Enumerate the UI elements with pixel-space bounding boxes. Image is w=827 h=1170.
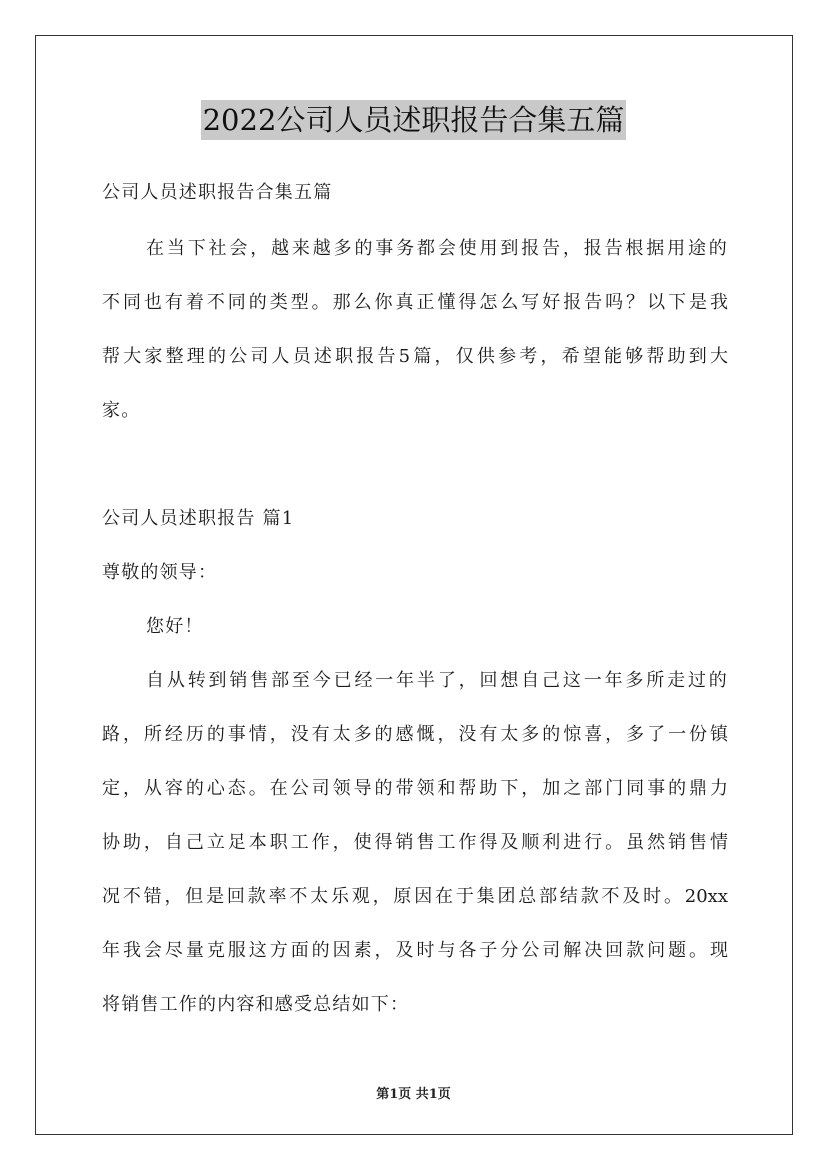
paragraph-line: 况不错，但是回款率不太乐观，原因在于集团总部结款不及时。20xx [102, 886, 728, 907]
paragraph-line: 协助，自己立足本职工作，使得销售工作得及顺利进行。虽然销售情 [102, 832, 728, 853]
paragraph-line: 不同也有着不同的类型。那么你真正懂得怎么写好报告吗？以下是我 [102, 292, 728, 313]
section-heading: 公司人员述职报告 篇1 [102, 508, 295, 529]
paragraph-line: 帮大家整理的公司人员述职报告5篇，仅供参考，希望能够帮助到大 [102, 346, 728, 367]
paragraph-line: 年我会尽量克服这方面的因素，及时与各子分公司解决回款问题。现 [102, 940, 728, 961]
paragraph-line: 将销售工作的内容和感受总结如下： [102, 994, 410, 1015]
paragraph-line: 路，所经历的事情，没有太多的感慨，没有太多的惊喜，多了一份镇 [102, 724, 728, 745]
paragraph-line: 家。 [102, 400, 141, 421]
salutation-line: 尊敬的领导： [102, 562, 218, 583]
page-footer: 第1页 共1页 [376, 1087, 451, 1102]
title-container [0, 100, 827, 140]
paragraph-line: 在当下社会，越来越多的事务都会使用到报告，报告根据用途的 [146, 238, 728, 259]
subtitle-line: 公司人员述职报告合集五篇 [102, 182, 333, 203]
document-title: 2022公司人员述职报告合集五篇 [201, 100, 627, 140]
greeting-line: 您好！ [146, 616, 204, 637]
paragraph-line: 定，从容的心态。在公司领导的带领和帮助下，加之部门同事的鼎力 [102, 778, 728, 799]
paragraph-line: 自从转到销售部至今已经一年半了，回想自己这一年多所走过的 [146, 670, 728, 691]
